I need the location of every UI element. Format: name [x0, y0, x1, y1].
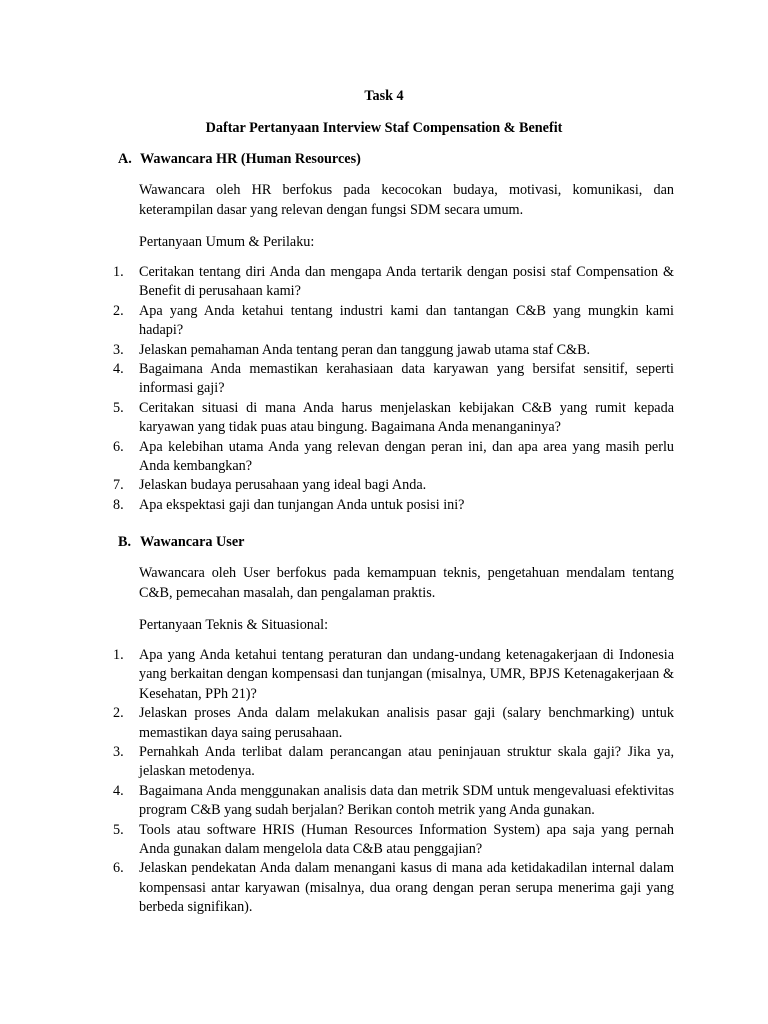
list-item-number: 2. [113, 302, 124, 319]
list-item [0, 263, 674, 302]
section-a-question-list [0, 263, 674, 515]
list-item [0, 341, 674, 360]
list-item-text: Jelaskan budaya perusahaan yang ideal bagi Anda. [139, 477, 427, 494]
list-item-number: 5. [113, 399, 124, 416]
list-item [0, 646, 674, 704]
list-item-text: Jelaskan pemahaman Anda tentang peran dan tanggung jawab utama staf C&B. [139, 341, 591, 358]
list-item-text: Apa ekspektasi gaji dan tunjangan Anda untuk posisi ini? [139, 496, 465, 513]
list-item-text: Ceritakan situasi di mana Anda harus menjelaskan kebijakan C&B yang rumit kepada karyawan yang tidak puas atau bingung. Bagaimana Anda menanganinya? [139, 399, 674, 436]
list-item [0, 821, 674, 860]
section-b-title: Wawancara User [140, 534, 245, 550]
list-item [0, 743, 674, 782]
list-item-text: Tools atau software HRIS (Human Resources Information System) apa saja yang pernah Anda gunakan dalam mengelola data C&B atau penggajian? [139, 821, 674, 858]
list-item-text: Jelaskan proses Anda dalam melakukan analisis pasar gaji (salary benchmarking) untuk memastikan daya saing perusahaan. [139, 705, 674, 741]
list-item-number: 6. [113, 438, 124, 455]
section-a-heading [118, 150, 361, 169]
list-item-number: 4. [113, 361, 124, 378]
section-b-question-list [0, 646, 674, 918]
list-item-number: 5. [113, 821, 124, 838]
list-item-text: Bagaimana Anda memastikan kerahasiaan data karyawan yang bersifat sensitif, seperti informasi gaji? [139, 361, 674, 397]
document-title: Daftar Pertanyaan Interview Staf Compensation & Benefit [205, 120, 563, 136]
section-b-letter: B. [118, 534, 132, 550]
list-item-text: Apa kelebihan utama Anda yang relevan dengan peran ini, dan apa area yang masih perlu Anda kembangkan? [139, 438, 674, 475]
list-item [0, 476, 674, 495]
list-item-text: Jelaskan pendekatan Anda dalam menangani kasus di mana ada ketidakadilan internal dalam kompensasi antar karyawan (misalnya, dua orang dengan peran serupa menerima gaji yang berbeda signifikan). [139, 860, 674, 916]
list-item [0, 496, 674, 515]
list-item-text: Ceritakan tentang diri Anda dan mengapa Anda tertarik dengan posisi staf Compensation & Benefit di perusahaan kami? [139, 264, 674, 300]
task-title: Task 4 [364, 88, 404, 104]
list-item-number: 6. [113, 860, 124, 877]
list-item [0, 782, 674, 821]
section-a-subheading: Pertanyaan Umum & Perilaku: [139, 234, 315, 250]
list-item [0, 360, 674, 399]
section-b-subheading: Pertanyaan Teknis & Situasional: [139, 617, 329, 633]
list-item-text: Bagaimana Anda menggunakan analisis data dan metrik SDM untuk mengevaluasi efektivitas program C&B yang sudah berjalan? Berikan contoh metrik yang Anda gunakan. [139, 782, 674, 819]
list-item-number: 1. [113, 647, 124, 663]
section-a-letter: A. [118, 151, 132, 167]
list-item-text: Apa yang Anda ketahui tentang peraturan dan undang-undang ketenagakerjaan di Indonesia yang berkaitan dengan kompensasi dan tunjangan (misalnya, UMR, BPJS Ketenagakerjaan & Kesehatan, PPh 21)? [139, 647, 674, 702]
list-item [0, 704, 674, 743]
list-item [0, 859, 674, 917]
list-item-number: 3. [113, 744, 124, 761]
list-item-number: 1. [113, 264, 124, 280]
list-item-number: 3. [113, 341, 124, 358]
section-b-heading [118, 533, 244, 552]
list-item-number: 7. [113, 477, 124, 494]
section-a-intro: Wawancara oleh HR berfokus pada kecocokan budaya, motivasi, komunikasi, dan keterampilan dasar yang relevan dengan fungsi SDM secara umum. [139, 182, 674, 218]
list-item-number: 2. [113, 705, 124, 722]
list-item [0, 438, 674, 477]
list-item-number: 4. [113, 782, 124, 799]
list-item-number: 8. [113, 496, 124, 513]
section-a-title: Wawancara HR (Human Resources) [140, 151, 361, 167]
list-item [0, 399, 674, 438]
list-item-text: Pernahkah Anda terlibat dalam perancangan atau peninjauan struktur skala gaji? Jika ya, jelaskan metodenya. [139, 744, 674, 780]
section-b-intro: Wawancara oleh User berfokus pada kemampuan teknis, pengetahuan mendalam tentang C&B, pemecahan masalah, dan pengalaman praktis. [139, 565, 674, 601]
list-item-text: Apa yang Anda ketahui tentang industri kami dan tantangan C&B yang mungkin kami hadapi? [139, 302, 674, 339]
list-item [0, 302, 674, 341]
